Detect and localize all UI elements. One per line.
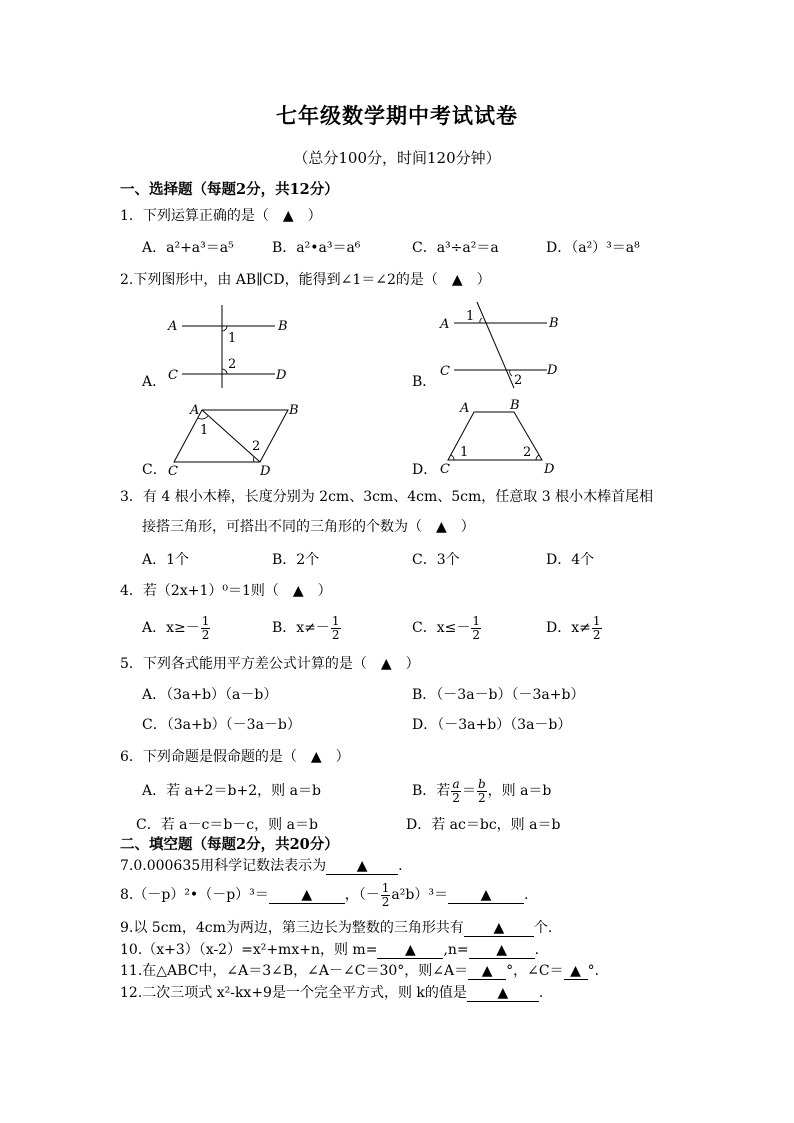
fig-c-label-a: A (190, 403, 200, 418)
question-4-stem: 4．若（2x+1）⁰＝1则（ ▲ ） (120, 583, 332, 599)
q4-c-text: C．x≤－ (412, 620, 471, 636)
question-1-option-d: D．（a²）³＝a⁸ (546, 240, 640, 256)
fig-b-label-a: A (440, 317, 450, 332)
question-2-figure-c (162, 398, 312, 478)
question-6-option-c: C．若 a－c＝b－c，则 a＝b (136, 817, 318, 833)
question-2-figure-d (434, 398, 564, 478)
question-5-stem: 5．下列各式能用平方差公式计算的是（ ▲ ） (120, 656, 420, 672)
fig-d-label-b: B (510, 398, 520, 413)
question-4-option-c (412, 613, 482, 643)
fraction-numerator: 1 (331, 613, 340, 628)
fraction-numerator: 1 (592, 613, 601, 628)
answer-blank[interactable]: ▲ (467, 985, 539, 1002)
fig-c-angle-2: 2 (252, 439, 261, 454)
question-1-stem: 1．下列运算正确的是（ ▲ ） (120, 208, 322, 224)
fraction-denominator: 2 (452, 790, 460, 805)
question-4-option-b (272, 613, 342, 643)
fraction-one-half (381, 882, 391, 909)
question-2-option-a: A． (142, 374, 167, 390)
question-4-option-a (142, 613, 211, 643)
fraction-denominator: 2 (477, 790, 486, 805)
section-heading-fill: 二、填空题（每题2分，共20分） (120, 836, 339, 853)
answer-blank[interactable]: ▲ (269, 887, 345, 904)
q9-text: 9.以 5cm，4cm为两边，第三边长为整数的三角形共有 (120, 920, 464, 936)
q6-b-suffix: ，则 a＝b (487, 783, 552, 799)
fraction-numerator: a (452, 776, 460, 791)
q6-b-equals: ＝ (461, 783, 476, 799)
answer-blank[interactable]: ▲ (377, 942, 443, 959)
fig-c-label-c: C (168, 464, 178, 478)
fraction-one-half (592, 615, 602, 642)
fraction-one-half (331, 615, 341, 642)
page-title: 七年级数学期中考试试卷 (276, 103, 518, 128)
q6-b-prefix: B．若 (412, 783, 451, 799)
question-3-stem-line-2: 接搭三角形，可搭出不同的三角形的个数为（ ▲ ） (142, 519, 475, 535)
question-6-stem: 6．下列命题是假命题的是（ ▲ ） (120, 749, 350, 765)
q4-b-text: B．x≠－ (272, 620, 330, 636)
fig-b-angle-1: 1 (466, 309, 475, 324)
question-5-option-d: D．（－3a+b）（3a－b） (412, 717, 572, 733)
question-2-option-d: D． (412, 462, 438, 478)
q11-end: °. (587, 963, 600, 979)
question-3-stem-line-1: 3．有 4 根小木棒，长度分别为 2cm、3cm、4cm、5cm，任意取 3 根小木棒首尾相 (120, 489, 654, 505)
fig-d-label-d: D (544, 462, 555, 477)
q8-text-3: a²b）³＝ (391, 887, 448, 903)
fig-d-angle-2: 2 (523, 445, 532, 460)
question-7 (120, 856, 403, 876)
fig-d-label-a: A (460, 401, 470, 416)
question-5-option-c: C．（3a+b）（－3a－b） (142, 717, 301, 733)
q8-end: . (523, 887, 529, 903)
fig-a-angle-2: 2 (228, 357, 237, 372)
q9-end: 个. (533, 920, 553, 936)
fig-b-label-c: C (440, 364, 450, 379)
question-6-option-a: A．若 a+2＝b+2，则 a＝b (142, 783, 321, 799)
fig-b-label-d: D (547, 363, 558, 378)
q8-text-1: 8.（－p）²•（－p）³＝ (120, 887, 269, 903)
fraction-denominator: 2 (201, 627, 210, 642)
fraction-one-half (471, 615, 481, 642)
fig-a-angle-1: 1 (228, 331, 237, 346)
question-8 (120, 880, 528, 910)
q11-mid: °，∠C＝ (506, 963, 564, 979)
answer-blank[interactable]: ▲ (326, 858, 398, 875)
q10-text: 10.（x+3）（x-2）=x²+mx+n，则 m= (120, 942, 378, 958)
fig-d-label-c: C (440, 462, 450, 477)
answer-blank[interactable]: ▲ (564, 963, 588, 980)
question-4-option-d (546, 613, 603, 643)
fig-a-label-d: D (276, 368, 287, 383)
fig-a-label-c: C (168, 368, 178, 383)
question-2-option-b: B． (412, 374, 437, 390)
question-1-option-b: B．a²•a³＝a⁶ (272, 240, 361, 256)
q4-d-text: D．x≠ (546, 620, 591, 636)
question-11 (120, 961, 599, 981)
fig-c-angle-1: 1 (200, 423, 209, 438)
fig-c-label-d: D (260, 464, 271, 478)
answer-blank[interactable]: ▲ (448, 887, 524, 904)
question-3-option-a: A．1个 (142, 552, 190, 568)
fig-c-label-b: B (289, 403, 299, 418)
page-subtitle: （总分100分，时间120分钟） (293, 149, 501, 167)
question-5-option-b: B．（－3a－b）（－3a+b） (412, 687, 585, 703)
question-3-option-d: D．4个 (546, 552, 595, 568)
question-6-option-d: D．若 ac＝bc，则 a＝b (406, 817, 561, 833)
question-3-option-c: C．3个 (412, 552, 460, 568)
question-2-option-c: C． (142, 462, 167, 478)
q11-text: 11.在△ABC中，∠A＝3∠B，∠A－∠C＝30°，则∠A＝ (120, 963, 469, 979)
fig-a-label-b: B (278, 319, 288, 334)
q8-text-2: ，（－ (344, 887, 380, 903)
section-heading-choice: 一、选择题（每题2分，共12分） (120, 181, 339, 198)
fraction-numerator: 1 (201, 613, 210, 628)
q12-end: . (538, 985, 544, 1001)
q10-mid: ,n= (443, 942, 469, 958)
question-10 (120, 940, 539, 960)
q4-a-text: A．x≥－ (142, 620, 200, 636)
q7-end: . (398, 858, 403, 874)
fig-b-label-b: B (549, 316, 559, 331)
fig-a-label-a: A (168, 319, 178, 334)
question-5-option-a: A．（3a+b）（a－b） (142, 687, 278, 703)
fraction-denominator: 2 (472, 627, 480, 642)
fraction-a-over-2 (451, 778, 461, 805)
question-2-figure-a (160, 300, 300, 390)
answer-blank[interactable]: ▲ (464, 920, 534, 937)
fig-b-angle-2: 2 (514, 373, 523, 388)
question-9 (120, 918, 552, 938)
fig-d-angle-1: 1 (460, 445, 469, 460)
q7-text: 7.0.000635用科学记数法表示为 (120, 858, 327, 874)
question-1-option-c: C．a³÷a²＝a (412, 240, 499, 256)
question-1-option-a: A．a²+a³＝a⁵ (142, 240, 234, 256)
fraction-denominator: 2 (592, 627, 601, 642)
fraction-denominator: 2 (331, 627, 340, 642)
fraction-numerator: 1 (472, 613, 480, 628)
q10-end: . (534, 942, 540, 958)
question-2-figure-b (432, 298, 572, 390)
fraction-b-over-2 (477, 778, 487, 805)
answer-blank[interactable]: ▲ (468, 963, 506, 980)
question-2-stem: 2.下列图形中，由 AB∥CD，能得到∠1＝∠2的是（ ▲ ） (120, 272, 491, 288)
fraction-one-half (201, 615, 211, 642)
question-6-option-b (412, 776, 551, 806)
answer-blank[interactable]: ▲ (469, 942, 535, 959)
q12-text: 12.二次三项式 x²-kx+9是一个完全平方式，则 k的值是 (120, 985, 467, 1001)
fraction-denominator: 2 (381, 894, 390, 909)
question-3-option-b: B．2个 (272, 552, 320, 568)
question-12 (120, 983, 543, 1003)
fraction-numerator: b (477, 776, 486, 791)
fraction-numerator: 1 (381, 880, 390, 895)
